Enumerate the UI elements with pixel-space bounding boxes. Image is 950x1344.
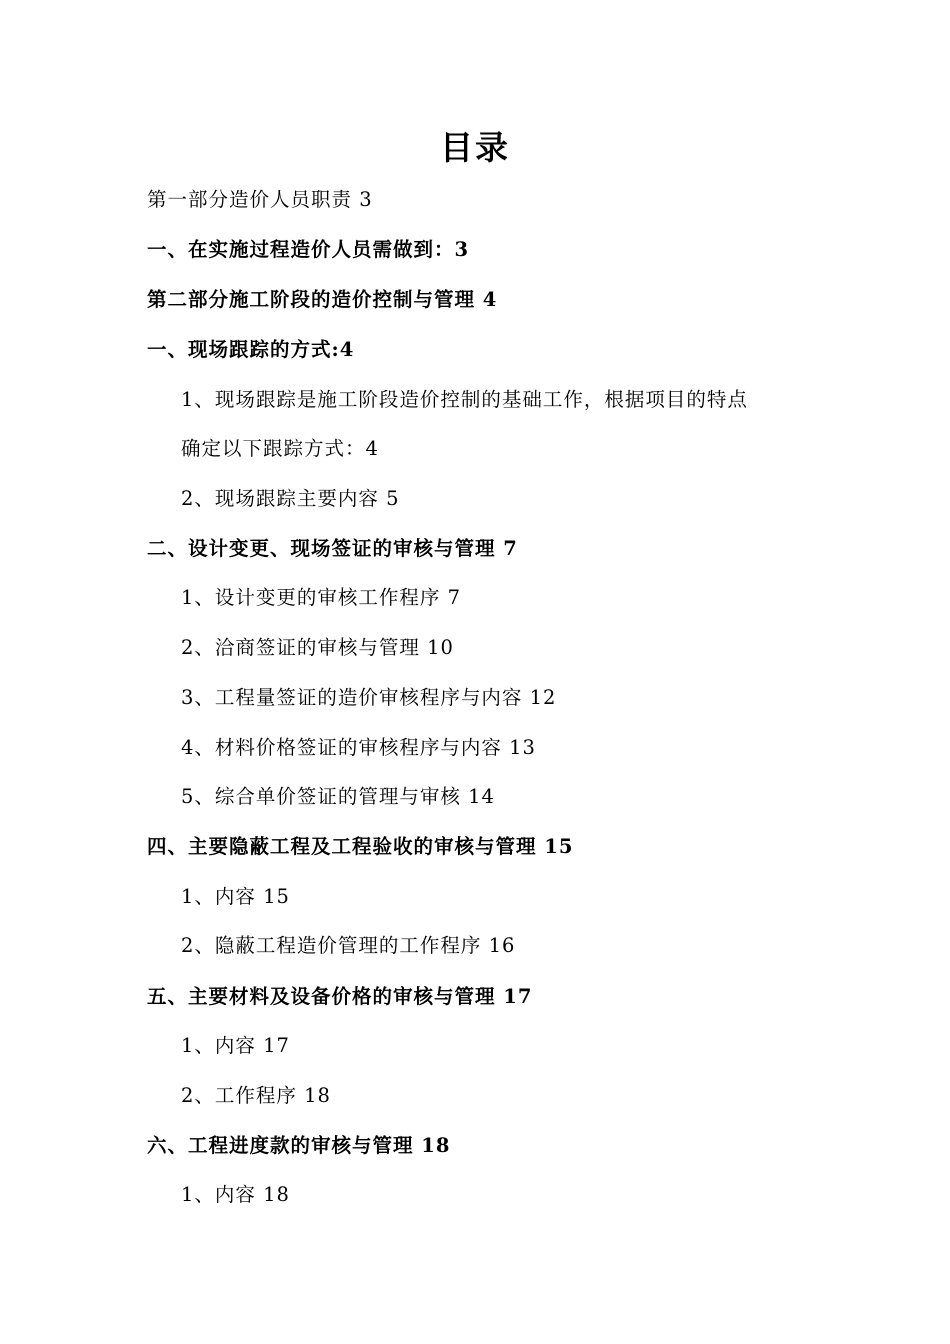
toc-entry-section[interactable]: 四、主要隐蔽工程及工程验收的审核与管理 15 [147,835,574,858]
toc-entry-subsection[interactable]: 2、现场跟踪主要内容 5 [181,487,400,510]
toc-entry-subsection[interactable]: 2、洽商签证的审核与管理 10 [181,636,454,659]
toc-entry-subsection[interactable]: 5、综合单价签证的管理与审核 14 [181,785,495,808]
toc-entry-subsection[interactable]: 1、内容 17 [181,1034,290,1057]
toc-entry-section[interactable]: 一、现场跟踪的方式:4 [147,338,355,361]
toc-entry-subsection[interactable]: 1、内容 18 [181,1183,290,1206]
toc-entry-section[interactable]: 二、设计变更、现场签证的审核与管理 7 [147,537,518,560]
toc-entry-subsection[interactable]: 4、材料价格签证的审核程序与内容 13 [181,736,536,759]
toc-entry-subsection[interactable]: 2、隐蔽工程造价管理的工作程序 16 [181,934,516,957]
toc-entry-subsection[interactable]: 1、现场跟踪是施工阶段造价控制的基础工作，根据项目的特点 [181,388,748,411]
toc-entry-section[interactable]: 五、主要材料及设备价格的审核与管理 17 [147,985,533,1008]
toc-entry-subsection-continued[interactable]: 确定以下跟踪方式：4 [181,437,379,460]
page-title: 目录 [440,128,510,167]
toc-entry-part-1[interactable]: 第一部分造价人员职责 3 [147,188,373,211]
toc-entry-subsection[interactable]: 1、设计变更的审核工作程序 7 [181,586,462,609]
toc-entry-subsection[interactable]: 3、工程量签证的造价审核程序与内容 12 [181,686,557,709]
toc-entry-section[interactable]: 一、在实施过程造价人员需做到：3 [147,238,470,261]
toc-entry-subsection[interactable]: 2、工作程序 18 [181,1084,331,1107]
toc-entry-section[interactable]: 六、工程进度款的审核与管理 18 [147,1134,451,1157]
toc-entry-subsection[interactable]: 1、内容 15 [181,885,290,908]
toc-entry-part-2[interactable]: 第二部分施工阶段的造价控制与管理 4 [147,288,498,311]
